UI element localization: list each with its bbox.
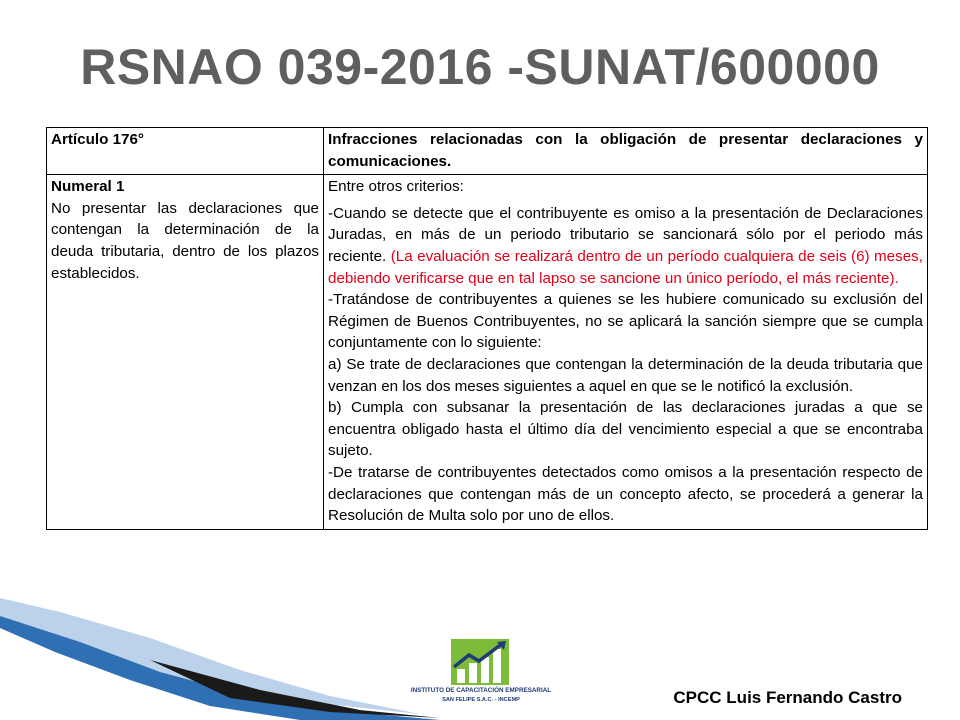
institute-logo [401, 639, 561, 715]
logo-name: INSTITUTO DE CAPACITACIÓN EMPRESARIAL [410, 687, 552, 694]
decorative-arrow-swoosh [0, 598, 440, 720]
category-cell: Infracciones relacionadas con la obligación de presentar declaraciones y comunicaciones. [324, 128, 928, 175]
numeral-heading: Numeral 1 [51, 178, 125, 196]
criteria-paragraph-1 [328, 203, 923, 289]
criteria-paragraph-2: -Tratándose de contribuyentes a quienes se les hubiere comunicado su exclusión del Régimen de Buenos Contribuyentes, no se aplicará la sanción siempre que se cumpla conjuntamente con lo siguiente: [328, 291, 923, 352]
slide-title: RSNAO 039-2016 -SUNAT/600000 [80, 39, 880, 95]
numeral-cell [47, 175, 324, 530]
table-row [47, 175, 928, 530]
criteria-intro: Entre otros criterios: [328, 178, 464, 196]
criteria-paragraph-5: -De tratarse de contribuyentes detectados como omisos a la presentación respecto de declaraciones que contengan más de un concepto afecto, se procederá a generar la Resolución de Multa solo por uno de ellos. [328, 463, 923, 525]
criteria-paragraph-4: b) Cumpla con subsanar la presentación de las declaraciones juradas a que se encuentra obligado hasta el último día del vencimiento especial a que se encontraba sujeto. [328, 399, 923, 460]
growth-chart-icon [451, 639, 509, 685]
criteria-cell [324, 175, 928, 530]
article-cell: Artículo 176° [47, 128, 324, 175]
numeral-description: No presentar las declaraciones que contengan la determinación de la deuda tributaria, dentro de los plazos establecidos. [51, 199, 319, 282]
criteria-paragraph-1-highlight: (La evaluación se realizará dentro de un período cualquiera de seis (6) meses, debiendo verificarse que en tal lapso se sancione un único período, el más reciente). [328, 247, 923, 287]
criteria-paragraph-3: a) Se trate de declaraciones que contengan la determinación de la deuda tributaria que venzan en los dos meses siguientes a aquel en que se le notificó la exclusión. [328, 355, 923, 395]
infractions-table [46, 127, 928, 530]
criteria-paragraph-1-text: -Cuando se detecte que el contribuyente es omiso a la presentación de Declaraciones Juradas, en más de un periodo tributario se sancionará sólo por el periodo más reciente. [328, 204, 923, 265]
author-credit: CPCC Luis Fernando Castro [673, 688, 902, 707]
logo-subname: SAN FELIPE S.A.C. - INCEMP [442, 697, 520, 703]
table-header-row [47, 128, 928, 175]
